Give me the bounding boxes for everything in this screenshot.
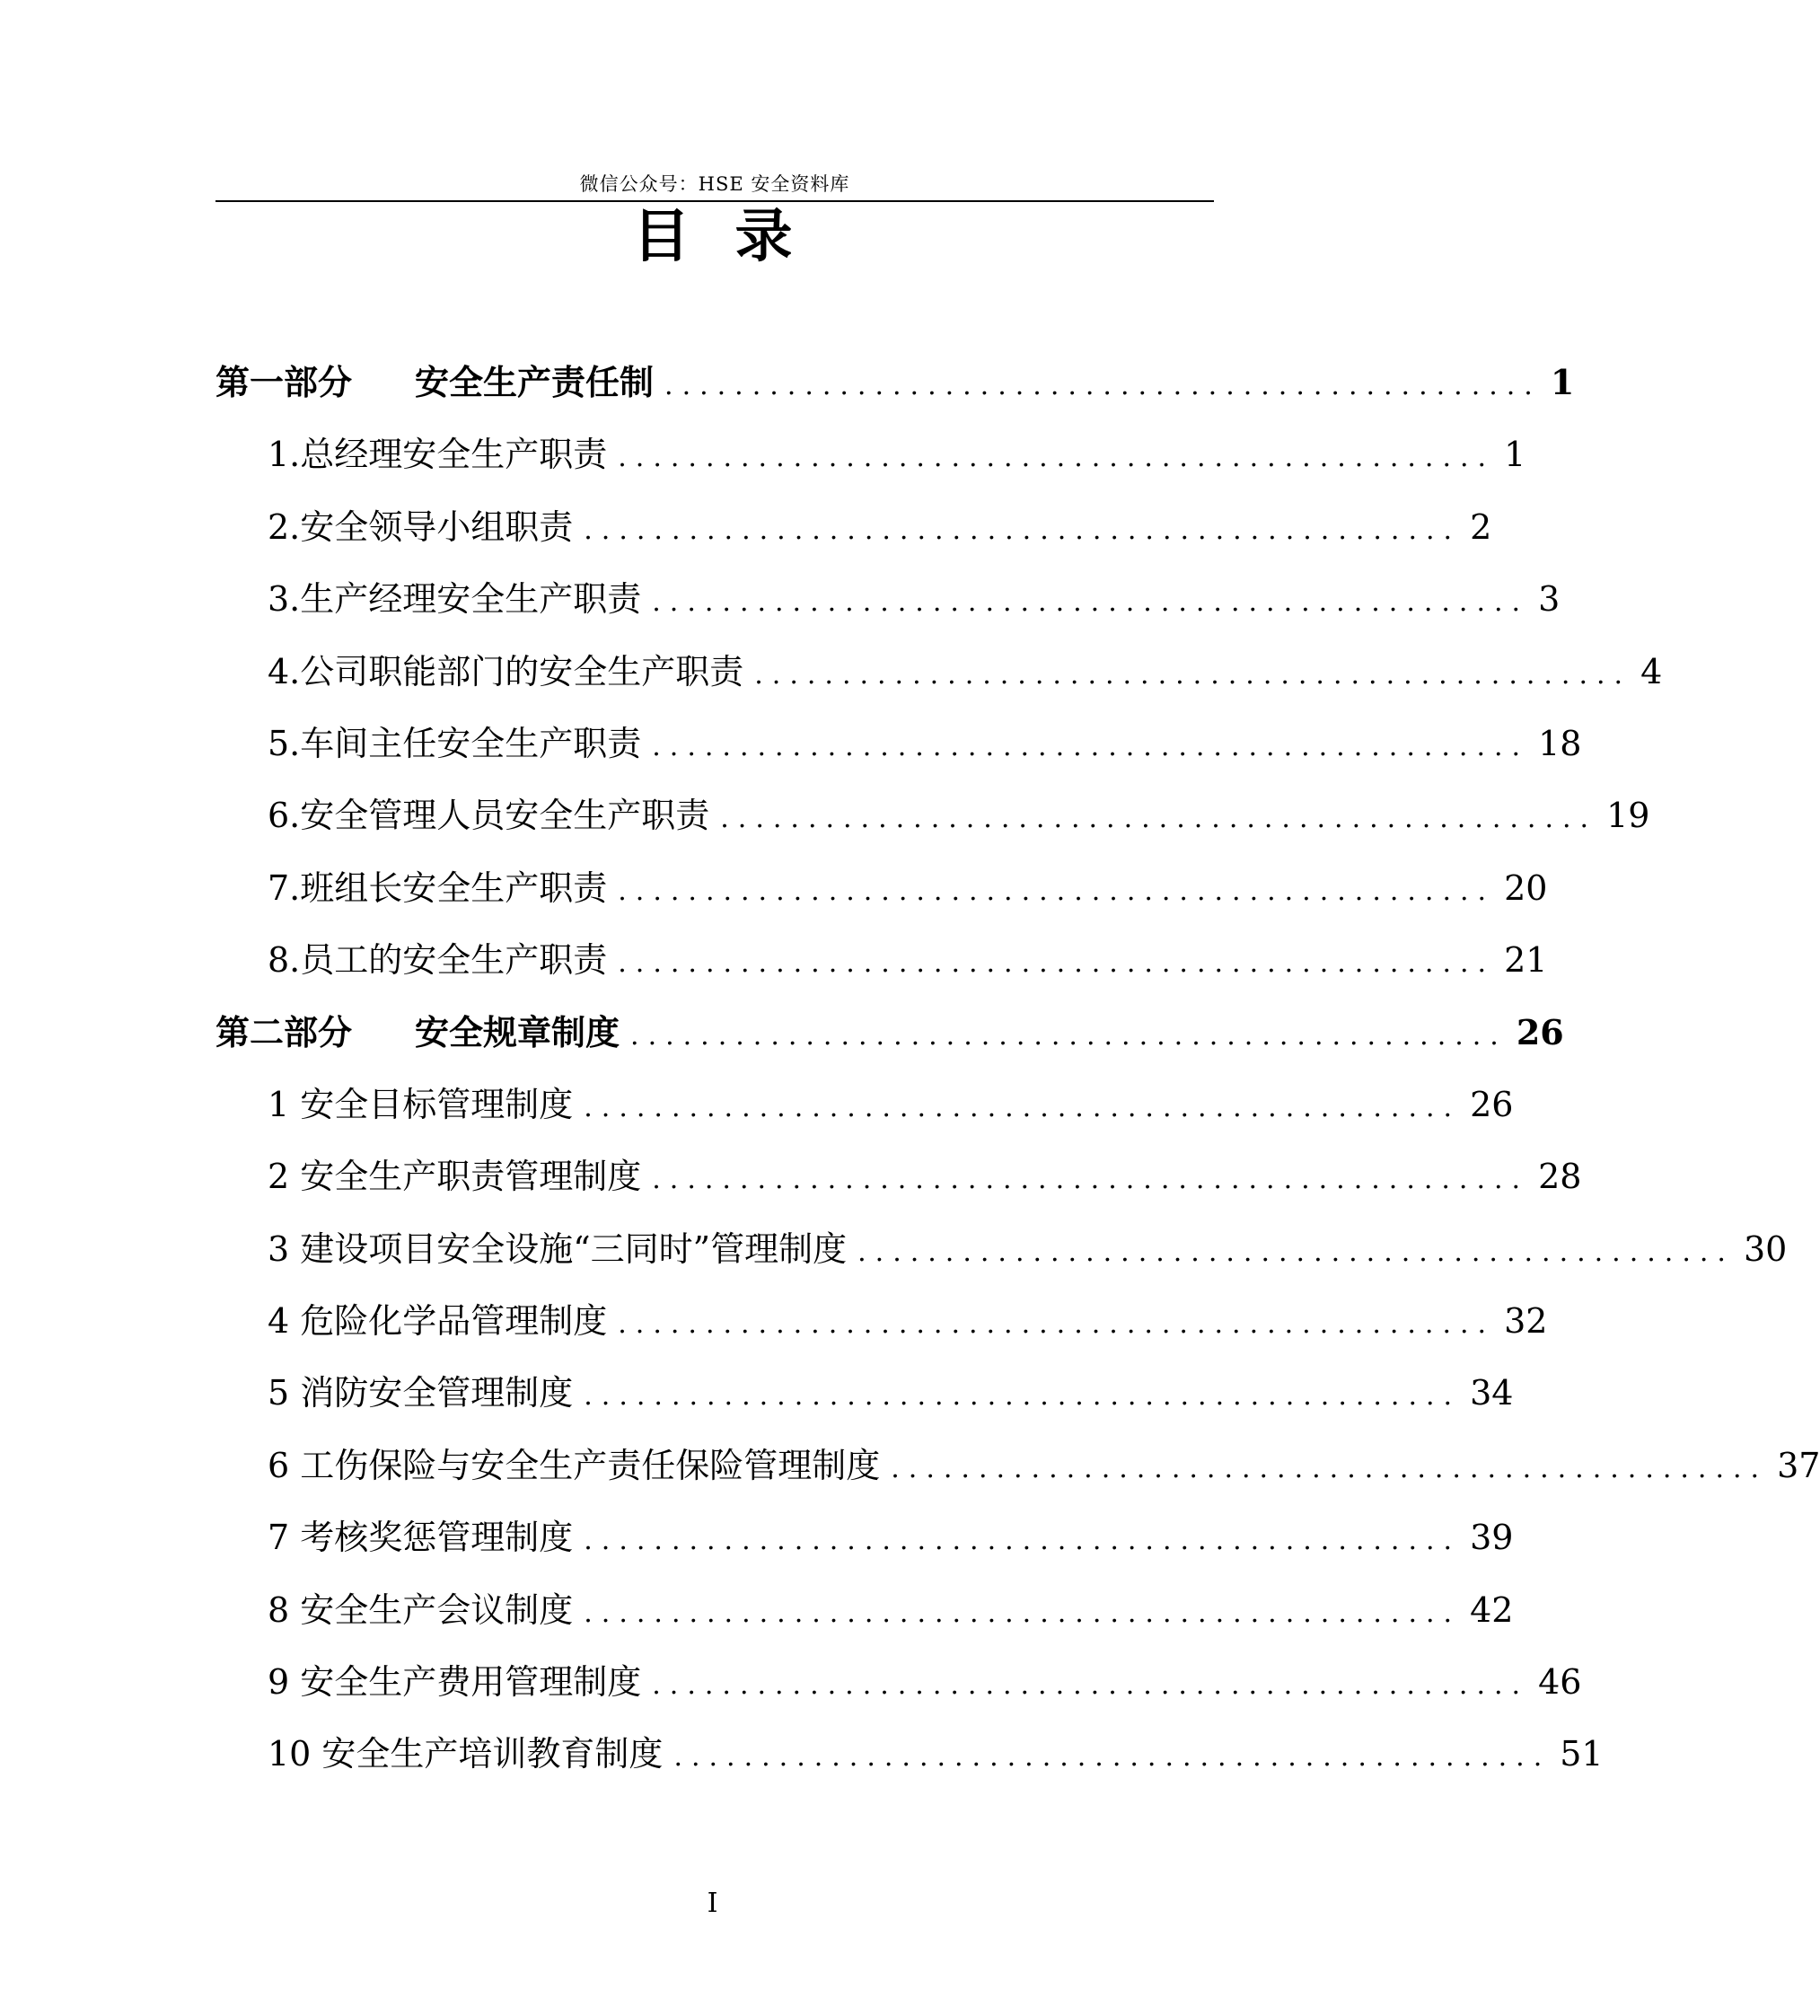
toc-page-number: 46: [1538, 1662, 1582, 1703]
toc-entry[interactable]: [215, 708, 1582, 779]
toc-part-1[interactable]: [215, 347, 1575, 418]
dot-leader: ..................................................: [630, 1019, 1508, 1052]
dot-leader: ..................................................: [754, 658, 1632, 691]
toc-page-number: 42: [1470, 1589, 1514, 1630]
toc-entry[interactable]: [215, 1718, 1604, 1790]
toc-entry-label: 1 安全目标管理制度: [268, 1084, 574, 1124]
toc-page-number: 1: [1504, 435, 1526, 475]
page-header: 微信公众号：HSE 安全资料库: [579, 173, 850, 195]
toc-entry[interactable]: [215, 1213, 1788, 1285]
toc-part-label: [215, 347, 654, 418]
dot-leader: ..................................................: [652, 586, 1530, 619]
dot-leader: ..................................................: [652, 1669, 1530, 1702]
dot-leader: ..................................................: [891, 1452, 1769, 1484]
toc-entry[interactable]: [215, 1140, 1582, 1212]
toc-entry-label: 2 安全生产职责管理制度: [268, 1157, 642, 1197]
toc-part-label: [215, 997, 620, 1069]
toc-page-number: 26: [1516, 1011, 1564, 1052]
toc-page-number: 39: [1470, 1518, 1514, 1558]
toc-entry-label: 7.班组长安全生产职责: [268, 867, 608, 908]
toc-part-number: 第一部分: [215, 362, 353, 402]
toc-entry-label: 8 安全生产会议制度: [268, 1589, 574, 1630]
toc-part-title: 安全生产责任制: [415, 362, 655, 402]
dot-leader: ..................................................: [584, 1525, 1462, 1557]
toc-entry[interactable]: [215, 1285, 1548, 1357]
toc-page-number: 51: [1560, 1734, 1604, 1774]
toc-entry-label: 8.员工的安全生产职责: [268, 940, 608, 981]
toc-part-title: 安全规章制度: [415, 1011, 620, 1052]
dot-leader: ..................................................: [664, 370, 1542, 401]
toc-entry-label: 10 安全生产培训教育制度: [268, 1734, 664, 1774]
toc-entry-label: 1.总经理安全生产职责: [268, 435, 608, 475]
dot-leader: ..................................................: [673, 1741, 1552, 1774]
toc-page-number: 28: [1538, 1157, 1582, 1197]
toc-entry-label: 7 考核奖惩管理制度: [268, 1518, 574, 1558]
dot-leader: ..................................................: [618, 442, 1496, 474]
dot-leader: ..................................................: [584, 1091, 1462, 1123]
toc-part-number: 第二部分: [215, 1011, 353, 1052]
dot-leader: ..................................................: [584, 1597, 1462, 1629]
toc-entry-label: 4.公司职能部门的安全生产职责: [268, 651, 744, 691]
toc-entry[interactable]: [215, 1501, 1514, 1573]
toc-entry[interactable]: [215, 418, 1526, 490]
toc-entry-label: 4 危险化学品管理制度: [268, 1301, 608, 1342]
toc-page-number: 4: [1640, 651, 1663, 691]
toc-page-number: 20: [1504, 867, 1548, 908]
toc-title: 目录: [632, 203, 838, 270]
toc-entry[interactable]: [215, 1069, 1514, 1140]
toc-entry-label: 6.安全管理人员安全生产职责: [268, 796, 710, 836]
dot-leader: ..................................................: [857, 1236, 1735, 1268]
toc-entry[interactable]: [215, 852, 1548, 924]
dot-leader: ..................................................: [618, 947, 1496, 980]
toc-entry-label: 3.生产经理安全生产职责: [268, 579, 642, 620]
toc-page-number: 30: [1743, 1228, 1788, 1269]
toc-page-number: 3: [1538, 579, 1561, 620]
toc-page-number: 2: [1470, 506, 1492, 547]
dot-leader: ..................................................: [652, 730, 1530, 762]
toc-part-2[interactable]: [215, 997, 1564, 1069]
toc-page-number: 32: [1504, 1301, 1548, 1342]
toc-entry[interactable]: [215, 1574, 1514, 1646]
toc-entry[interactable]: [215, 563, 1561, 635]
toc-page-number: 1: [1550, 362, 1575, 402]
toc-page-number: 34: [1470, 1373, 1514, 1413]
toc-entry-label: 5.车间主任安全生产职责: [268, 723, 642, 763]
dot-leader: ..................................................: [584, 1380, 1462, 1413]
toc-entry-label: 6 工伤保险与安全生产责任保险管理制度: [268, 1445, 881, 1485]
table-of-contents: [215, 347, 1820, 1791]
toc-entry[interactable]: [215, 1646, 1582, 1718]
toc-page-number: 26: [1470, 1084, 1514, 1124]
toc-entry[interactable]: [215, 1430, 1820, 1501]
toc-page-number: 21: [1504, 940, 1548, 981]
toc-entry-label: 9 安全生产费用管理制度: [268, 1662, 642, 1703]
page-number: I: [707, 1888, 718, 1919]
dot-leader: ..................................................: [618, 875, 1496, 907]
toc-entry[interactable]: [215, 636, 1663, 708]
toc-entry[interactable]: [215, 491, 1492, 563]
dot-leader: ..................................................: [720, 803, 1598, 835]
toc-entry[interactable]: [215, 1357, 1514, 1429]
dot-leader: ..................................................: [618, 1308, 1496, 1341]
toc-entry[interactable]: [215, 779, 1650, 851]
toc-entry-label: 3 建设项目安全设施“三同时”管理制度: [268, 1228, 848, 1269]
dot-leader: ..................................................: [584, 514, 1462, 546]
toc-page-number: 19: [1606, 796, 1650, 836]
toc-page-number: 18: [1538, 723, 1582, 763]
dot-leader: ..................................................: [652, 1164, 1530, 1196]
toc-entry-label: 5 消防安全管理制度: [268, 1373, 574, 1413]
toc-page-number: 37: [1777, 1445, 1820, 1485]
toc-entry[interactable]: [215, 924, 1548, 996]
toc-entry-label: 2.安全领导小组职责: [268, 506, 574, 547]
